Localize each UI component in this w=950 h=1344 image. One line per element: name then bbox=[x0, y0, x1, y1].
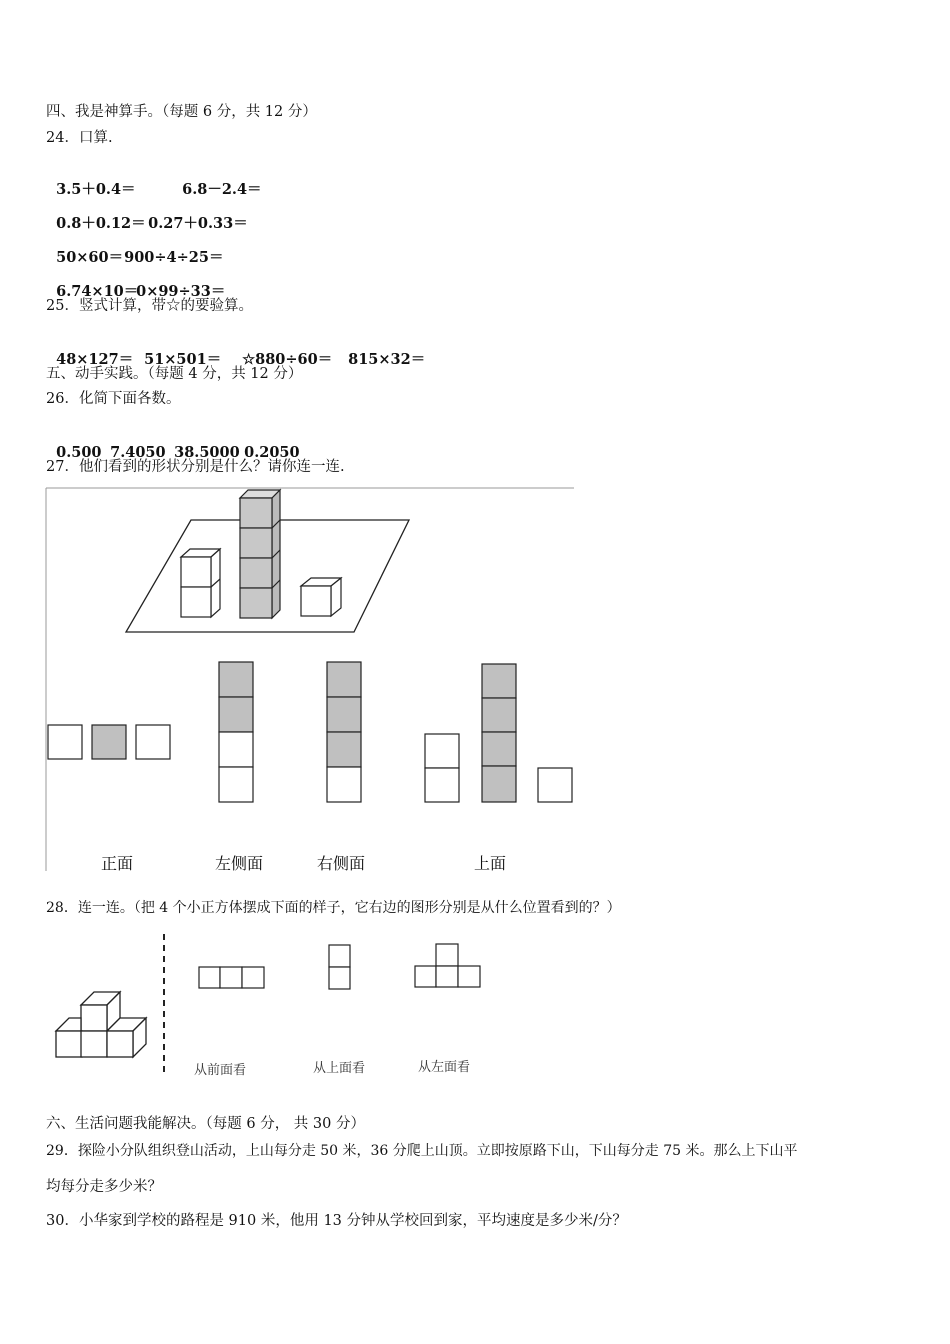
section5-heading: 五、动手实践。（每题 4 分，共 12 分） bbox=[46, 366, 303, 382]
q26-item: 7.4050 bbox=[110, 444, 166, 461]
label-view-left: 从左面看 bbox=[418, 1060, 471, 1075]
q25-item: 48×127＝ bbox=[56, 351, 134, 368]
q28-title: 28．连一连。（把 4 个小正方体摆成下面的样子，它右边的图形分别是从什么位置看到的？） bbox=[46, 900, 621, 916]
q24-item: 0.27＋0.33＝ bbox=[148, 215, 248, 232]
q26-item: 0.2050 bbox=[244, 444, 300, 461]
q25-item: 815×32＝ bbox=[348, 351, 426, 368]
q24-item: 6.8－2.4＝ bbox=[182, 181, 262, 198]
q24-item: 0×99÷33＝ bbox=[136, 283, 226, 300]
label-left-side: 左侧面 bbox=[215, 854, 264, 873]
q27-title: 27．他们看到的形状分别是什么？请你连一连. bbox=[46, 459, 345, 475]
label-right-side: 右侧面 bbox=[317, 854, 366, 873]
label-view-top: 从上面看 bbox=[313, 1061, 366, 1076]
q25-item: ☆880÷60＝ bbox=[242, 351, 333, 368]
q26-title: 26．化简下面各数。 bbox=[46, 391, 181, 407]
q24-item: 50×60＝ bbox=[56, 249, 124, 266]
section6-heading: 六、生活问题我能解决。（每题 6 分， 共 30 分） bbox=[46, 1116, 365, 1132]
q24-item: 3.5＋0.4＝ bbox=[56, 181, 136, 198]
q24-item: 900÷4÷25＝ bbox=[124, 249, 224, 266]
q29-line2: 均每分走多少米？ bbox=[46, 1179, 162, 1195]
q24-item: 6.74×10＝ bbox=[56, 283, 139, 300]
q25-item: 51×501＝ bbox=[144, 351, 222, 368]
label-top: 上面 bbox=[474, 854, 507, 873]
q24-item: 0.8＋0.12＝ bbox=[56, 215, 146, 232]
q26-item: 0.500 bbox=[56, 444, 102, 461]
label-front: 正面 bbox=[101, 854, 134, 873]
label-view-front: 从前面看 bbox=[194, 1063, 247, 1078]
q29-line1: 29．探险小分队组织登山活动，上山每分走 50 米，36 分爬上山顶。立即按原路下山，下山每分走 75 米。那么上下山平 bbox=[46, 1143, 798, 1159]
q24-title: 24．口算. bbox=[46, 130, 113, 146]
q26-item: 38.5000 bbox=[174, 444, 240, 461]
q27-figure bbox=[44, 487, 580, 872]
q25-title: 25．竖式计算，带☆的要验算。 bbox=[46, 298, 253, 314]
q30: 30．小华家到学校的路程是 910 米，他用 13 分钟从学校回到家，平均速度是多少米/分？ bbox=[46, 1213, 627, 1229]
section4-heading: 四、我是神算手。（每题 6 分，共 12 分） bbox=[46, 104, 317, 120]
